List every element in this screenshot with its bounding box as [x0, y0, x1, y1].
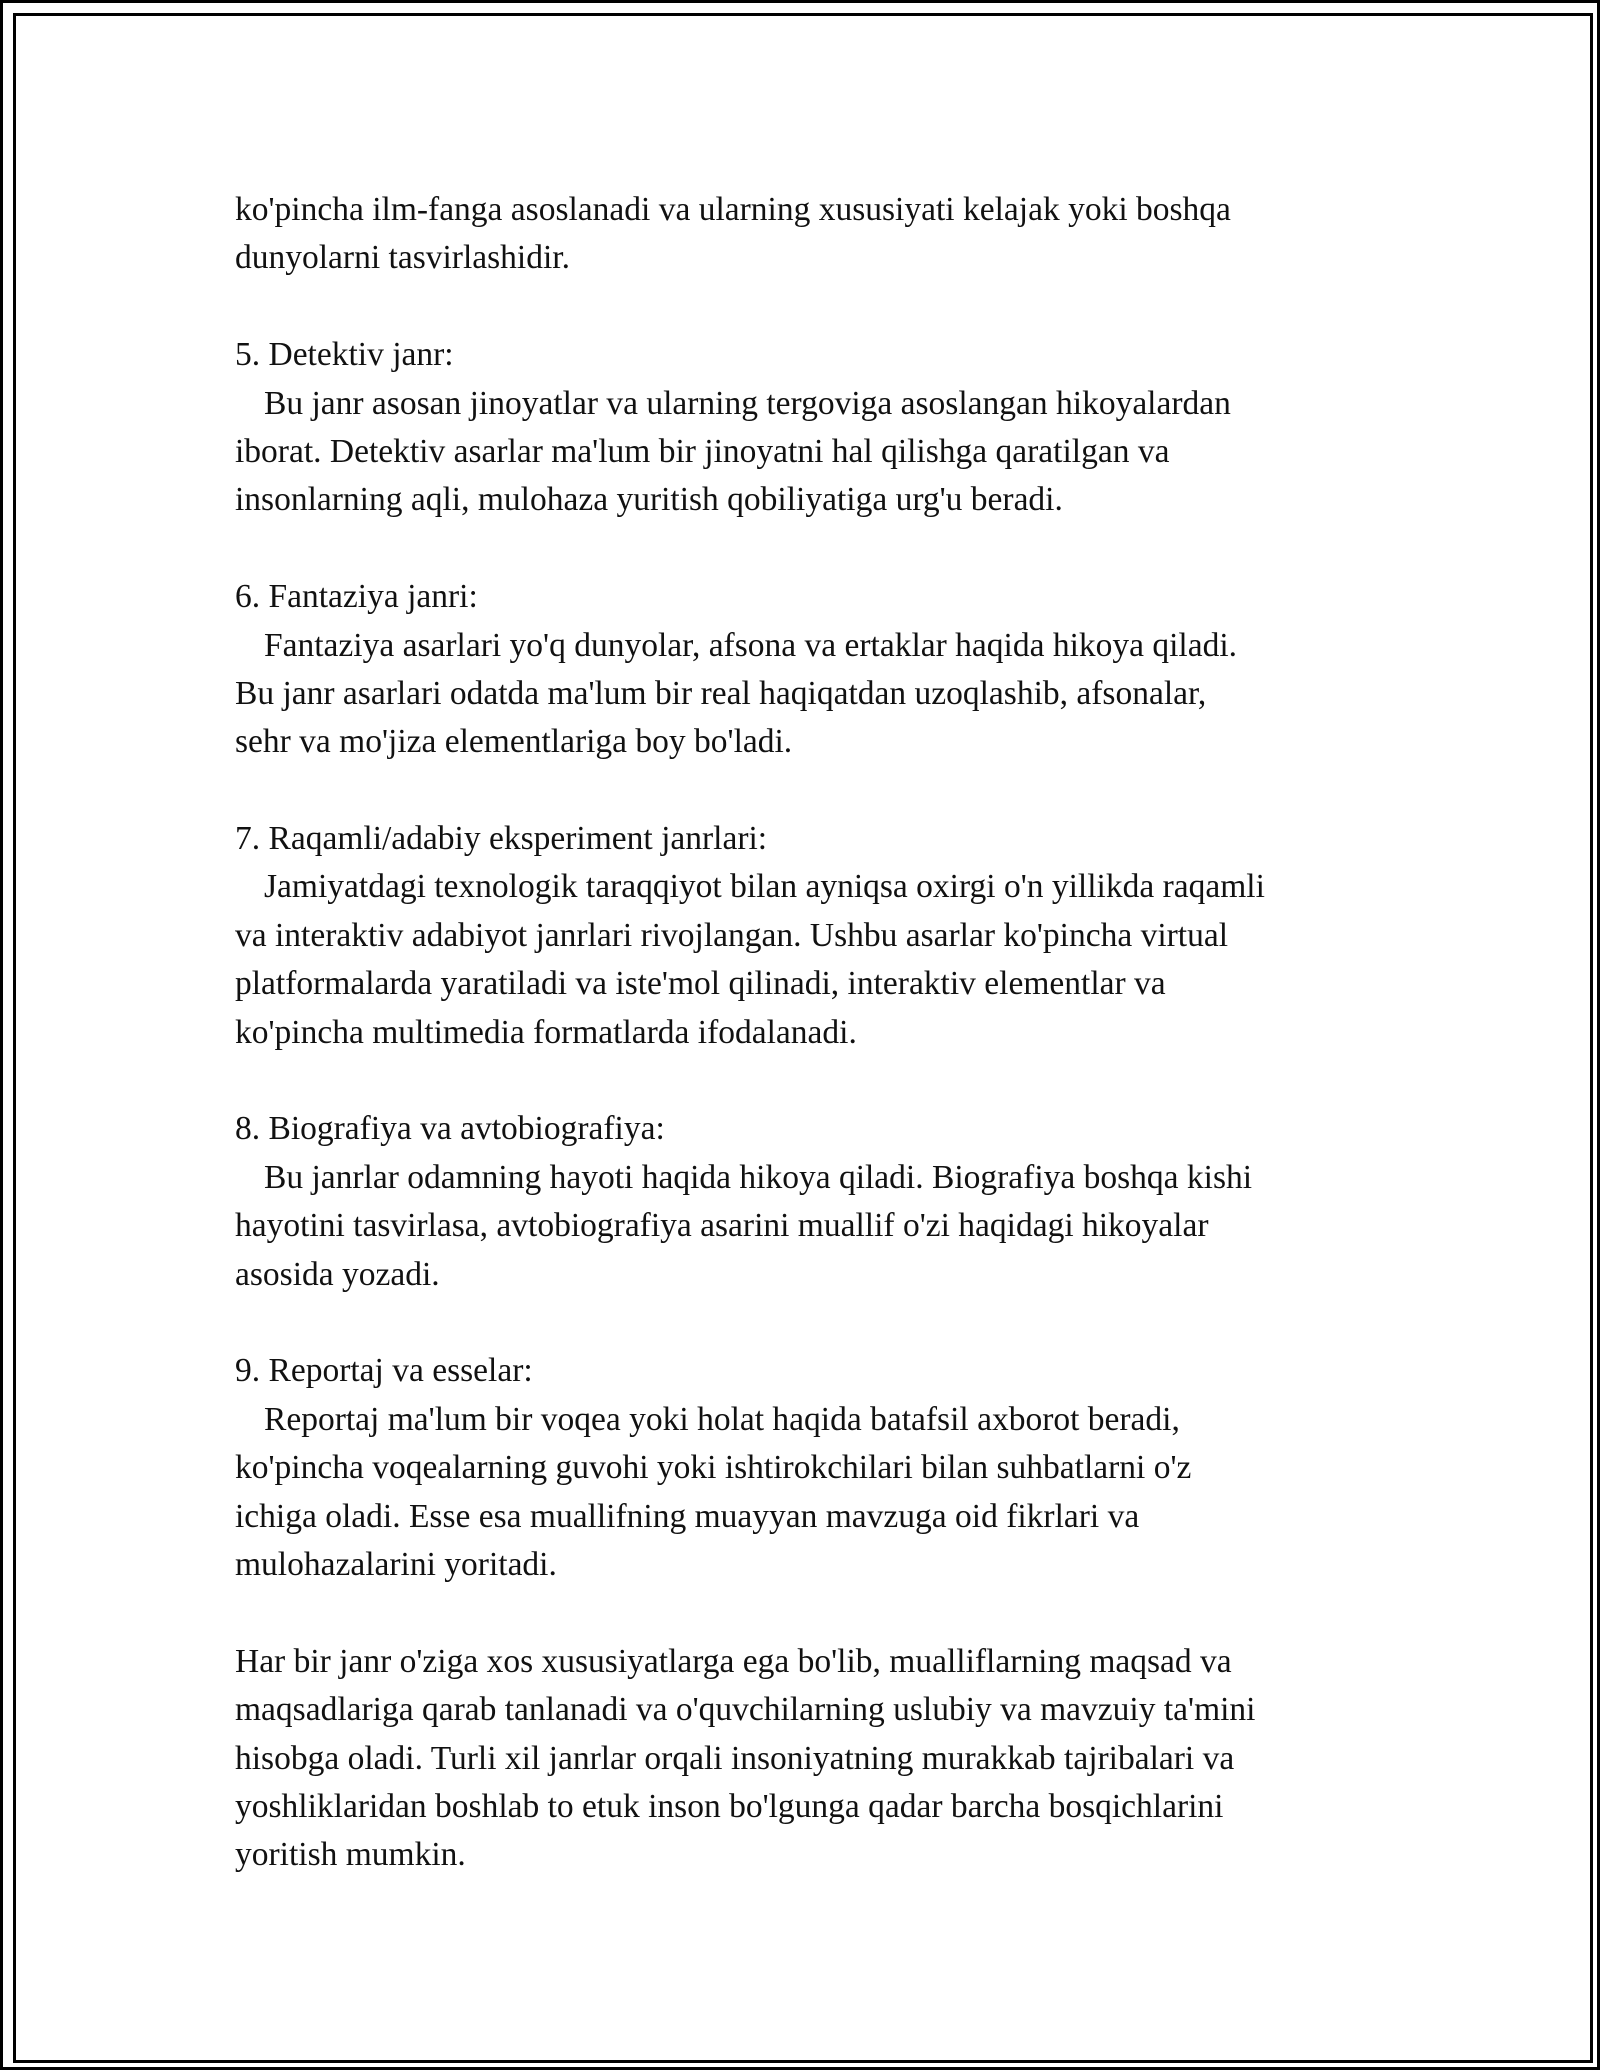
text-line: Bu janrlar odamning hayoti haqida hikoya qiladi. Biografiya boshqa kishi	[264, 1158, 1253, 1196]
text-line: platformalarda yaratiladi va iste'mol qilinadi, interaktiv elementlar va	[235, 965, 1166, 1003]
text-line: Bu janr asosan jinoyatlar va ularning tergoviga asoslangan hikoyalardan	[264, 384, 1231, 422]
text-line: sehr va mo'jiza elementlariga boy bo'ladi.	[235, 723, 793, 761]
section-raqamli	[235, 815, 1415, 1057]
section-fantaziya	[235, 573, 1415, 767]
paragraph-gap	[235, 1057, 1415, 1105]
text-line: dunyolarni tasvirlashidir.	[235, 239, 570, 277]
paragraph-gap	[235, 283, 1415, 331]
text-line: maqsadlariga qarab tanlanadi va o'quvchilarning uslubiy va mavzuiy ta'mini	[235, 1691, 1256, 1729]
intro-paragraph	[235, 186, 1415, 283]
text-line: ko'pincha voqealarning guvohi yoki ishtirokchilari bilan suhbatlarni o'z	[235, 1449, 1192, 1487]
paragraph-gap	[235, 525, 1415, 573]
section-heading: 7. Raqamli/adabiy eksperiment janrlari:	[235, 820, 768, 858]
section-heading: 9. Reportaj va esselar:	[235, 1352, 533, 1390]
text-line: ichiga oladi. Esse esa muallifning muayyan mavzuga oid fikrlari va	[235, 1497, 1140, 1535]
text-line: yoshliklaridan boshlab to etuk inson bo'lgunga qadar barcha bosqichlarini	[235, 1787, 1224, 1825]
text-line: insonlarning aqli, mulohaza yuritish qobiliyatiga urg'u beradi.	[235, 481, 1063, 519]
text-line: Jamiyatdagi texnologik taraqqiyot bilan ayniqsa oxirgi o'n yillikda raqamli	[264, 868, 1265, 906]
text-line: Bu janr asarlari odatda ma'lum bir real haqiqatdan uzoqlashib, afsonalar,	[235, 674, 1207, 712]
paragraph-gap	[235, 1589, 1415, 1637]
paragraph-gap	[235, 1299, 1415, 1347]
text-line: Reportaj ma'lum bir voqea yoki holat haqida batafsil axborot beradi,	[264, 1400, 1180, 1438]
section-heading: 5. Detektiv janr:	[235, 336, 454, 374]
text-line: Har bir janr o'ziga xos xususiyatlarga ega bo'lib, mualliflarning maqsad va	[235, 1642, 1232, 1680]
section-reportaj	[235, 1347, 1415, 1589]
text-line: ko'pincha ilm-fanga asoslanadi va ularning xususiyati kelajak yoki boshqa	[235, 191, 1231, 228]
document-body	[235, 186, 1415, 1880]
text-line: mulohazalarini yoritadi.	[235, 1545, 557, 1583]
section-detektiv	[235, 331, 1415, 525]
text-line: Fantaziya asarlari yo'q dunyolar, afsona va ertaklar haqida hikoya qiladi.	[264, 626, 1238, 664]
section-heading: 8. Biografiya va avtobiografiya:	[235, 1110, 665, 1148]
text-line: va interaktiv adabiyot janrlari rivojlangan. Ushbu asarlar ko'pincha virtual	[235, 916, 1229, 954]
text-line: ko'pincha multimedia formatlarda ifodalanadi.	[235, 1013, 857, 1051]
text-line: asosida yozadi.	[235, 1255, 440, 1293]
section-heading: 6. Fantaziya janri:	[235, 578, 478, 616]
text-line: yoritish mumkin.	[235, 1836, 466, 1874]
text-line: hisobga oladi. Turli xil janrlar orqali insoniyatning murakkab tajribalari va	[235, 1739, 1235, 1777]
text-line: iborat. Detektiv asarlar ma'lum bir jinoyatni hal qilishga qaratilgan va	[235, 432, 1170, 470]
text-line: hayotini tasvirlasa, avtobiografiya asarini muallif o'zi haqidagi hikoyalar	[235, 1207, 1209, 1245]
conclusion-paragraph	[235, 1638, 1415, 1880]
paragraph-gap	[235, 767, 1415, 815]
section-biografiya	[235, 1105, 1415, 1299]
